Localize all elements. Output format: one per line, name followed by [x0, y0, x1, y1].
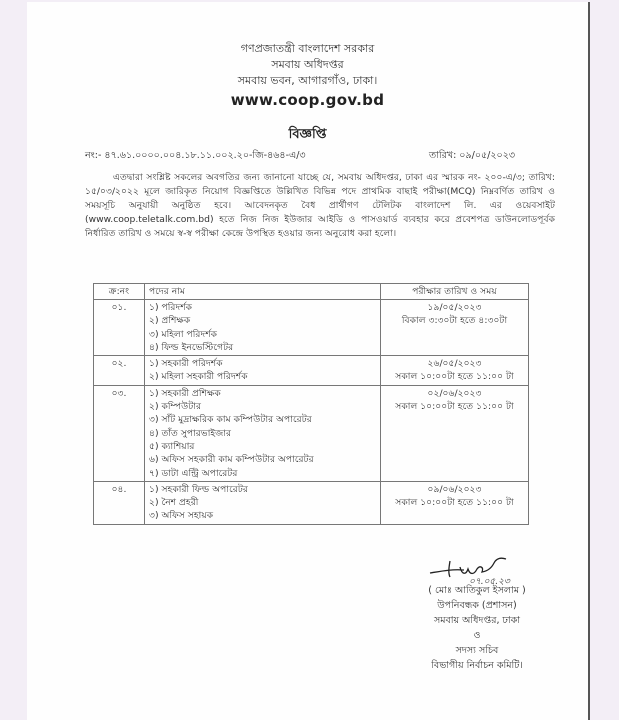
post-name: ২) মহিলা সহকারী পরিদর্শক	[149, 371, 248, 383]
table-row	[94, 385, 529, 481]
exam-date: ০৯/০৬/২০২৩	[427, 483, 482, 495]
header-exam-date-time: পরীক্ষার তারিখ ও সময়	[381, 284, 529, 300]
table-header-row	[94, 284, 529, 300]
exam-date: ২৬/০৫/২০২৩	[427, 358, 482, 370]
post-name: ৪) ফিল্ড ইনভেস্টিগেটর	[149, 341, 234, 353]
header-serial: ক্র:নং	[94, 284, 145, 300]
row-serial: ০১.	[94, 300, 145, 356]
post-name: ৩) মহিলা পরিদর্শক	[149, 328, 218, 340]
post-name: ৪) তাঁত সুপারভাইজার	[149, 427, 232, 439]
row-posts	[145, 481, 381, 524]
notice-body: এতদ্বারা সংশ্লিষ্ট সকলের অবগতির জন্য জানানো যাচ্ছে যে, সমবায় অধিদপ্তর, ঢাকা এর স্মারক নং- ২০০-এ/৩; তারিখ: ১৫/০৩/২০২২ মূলে জারিকৃত নিয়োগ বিজ্ঞপ্তিতে উল্লিখিত বিভিন্ন পদে প্রাথমিক বাছাই পরীক্ষা(MCQ) নিম্নবর্ণিত তারিখ ও সময়সূচি অনুযায়ী অনুষ্ঠিত হবে। আবেদনকৃত বৈধ প্রার্থীগণ টেলিটক বাংলাদেশ লি. এর ওয়েবসাইট (www.coop.teletalk.com.bd) হতে নিজ নিজ ইউজার আইডি ও পাসওয়ার্ড ব্যবহার করে প্রবেশপত্র ডাউনলোডপূর্বক নির্ধারিত তারিখ ও সময়ে স্ব-স্ব পরীক্ষা কেন্দ্রে উপস্থিত হওয়ার জন্য অনুরোধ করা হলো।	[85, 172, 555, 239]
row-exam-schedule	[381, 300, 529, 356]
notice-date: তারিখ: ০৯/০৫/২০২৩	[429, 150, 516, 161]
post-name: ২) নৈশ প্রহরী	[149, 497, 199, 509]
exam-date: ১৯/০৫/২০২৩	[427, 302, 482, 313]
signatory-role: সদস্য সচিব	[455, 645, 499, 656]
post-name: ২) প্রশিক্ষক	[149, 315, 191, 327]
letterhead	[27, 41, 588, 109]
row-posts	[145, 356, 381, 386]
row-serial: ০৩.	[94, 385, 145, 481]
table-row	[94, 300, 529, 356]
exam-date: ০২/০৬/২০২৩	[427, 387, 482, 399]
row-serial: ০২.	[94, 356, 145, 386]
notice-document	[27, 2, 590, 720]
row-posts	[145, 385, 381, 481]
header-post-name: পদের নাম	[145, 284, 381, 300]
exam-schedule-table	[93, 283, 529, 525]
signatory-conjunction: ও	[473, 630, 481, 641]
office-address: সমবায় ভবন, আগারগাঁও, ঢাকা।	[237, 74, 378, 87]
exam-time: সকাল ১০:০০টা হতে ১১:০০ টা	[395, 401, 514, 413]
exam-time: সকাল ১০:০০টা হতে ১১:০০ টা	[395, 497, 514, 509]
signatory-name: ( মোঃ আতিকুল ইসলাম )	[428, 585, 526, 596]
table-row	[94, 481, 529, 524]
exam-time: সকাল ১০:০০টা হতে ১১:০০ টা	[395, 371, 514, 383]
row-exam-schedule	[381, 481, 529, 524]
signature-date: ০৭.০৫.২৩	[469, 577, 510, 587]
signatory-committee: বিভাগীয় নির্বাচন কমিটি।	[431, 660, 523, 671]
post-name: ৫) ক্যাশিয়ার	[149, 440, 195, 452]
exam-time: বিকাল ৩:৩০টা হতে ৪:৩০টা	[401, 315, 508, 327]
notice-title: বিজ্ঞপ্তি	[288, 127, 327, 142]
government-name: গণপ্রজাতন্ত্রী বাংলাদেশ সরকার	[240, 42, 375, 55]
row-exam-schedule	[381, 356, 529, 386]
signature-block	[377, 555, 577, 673]
post-name: ৭) ডাটা এন্ট্রি অপারেটর	[149, 467, 238, 479]
memo-number: নং:- ৪৭.৬১.০০০০.০০৪.১৮.১১.০০২.২০-জি-৪৬৪-এ/৩	[85, 150, 306, 161]
row-posts	[145, 300, 381, 356]
post-name: ১) সহকারী প্রশিক্ষক	[149, 387, 221, 399]
signatory-office: সমবায় অধিদপ্তর, ঢাকা	[433, 615, 521, 626]
post-name: ২) কম্পিউটার	[149, 401, 202, 413]
row-serial: ০৪.	[94, 481, 145, 524]
post-name: ১) সহকারী ফিল্ড অপারেটর	[149, 483, 248, 495]
post-name: ১) পরিদর্শক	[149, 302, 193, 313]
post-name: ৩) অফিস সহায়ক	[149, 510, 214, 522]
table-row	[94, 356, 529, 386]
signatory-designation: উপনিবন্ধক (প্রশাসন)	[437, 600, 517, 611]
post-name: ১) সহকারী পরিদর্শক	[149, 358, 223, 370]
department-name: সমবায় অধিদপ্তর	[271, 58, 344, 71]
post-name: ৬) অফিস সহকারী কাম কম্পিউটার অপারেটর	[149, 454, 314, 466]
row-exam-schedule	[381, 385, 529, 481]
website-link[interactable]: www.coop.gov.bd	[230, 91, 385, 109]
post-name: ৩) সাঁট মুদ্রাক্ষরিক কাম কম্পিউটার অপারেটর	[149, 414, 312, 426]
